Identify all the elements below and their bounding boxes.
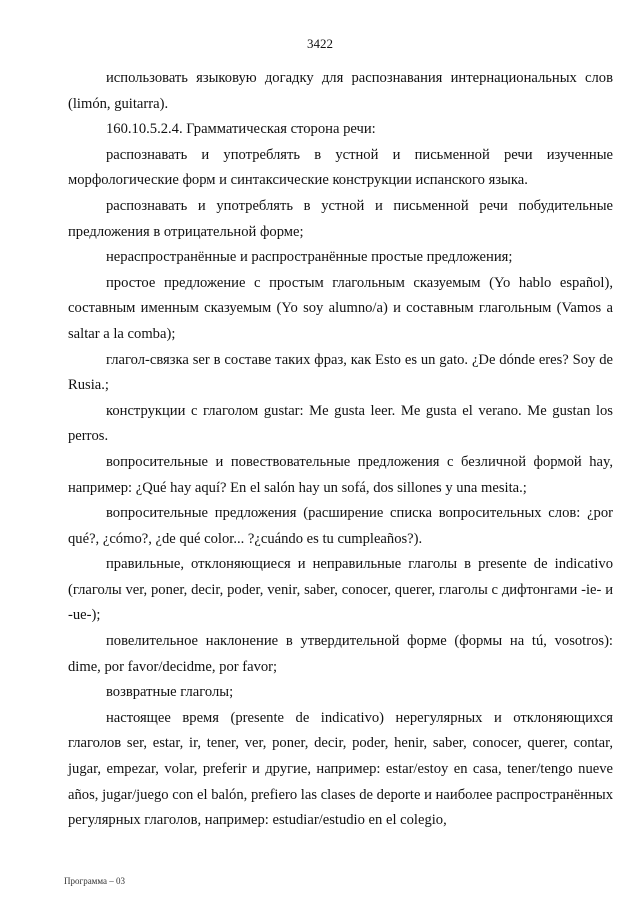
paragraph: распознавать и употреблять в устной и письменной речи изученные морфологические форм и синтаксические конструкции испанского языка. bbox=[68, 146, 613, 189]
paragraph: глагол-связка ser в составе таких фраз, как Esto es un gato. ¿De dónde eres? Soy de Rusia.; bbox=[68, 351, 613, 394]
paragraph: нераспространённые и распространённые простые предложения; bbox=[106, 249, 513, 266]
page-number: 3422 bbox=[307, 36, 333, 51]
paragraph: простое предложение с простым глагольным сказуемым (Yo hablo español), составным именным сказуемым (Yo soy alumno/a) и составным глагольным (Vamos a saltar a la comba); bbox=[68, 274, 613, 342]
document-body bbox=[68, 66, 613, 834]
paragraph: повелительное наклонение в утвердительной форме (формы на tú, vosotros): dime, por favor/decidme, por favor; bbox=[68, 633, 613, 675]
paragraph: вопросительные предложения (расширение списка вопросительных слов: ¿por qué?, ¿cómo?, ¿de qué color... ?¿cuándo es tu cumpleaños?). bbox=[68, 505, 613, 547]
paragraph: настоящее время (presente de indicativo) нерегулярных и отклоняющихся глаголов ser, estar, ir, tener, ver, poner, decir, poder, henir, saber, conocer, querer, contar, jugar, empezar, volar, preferir и другие, например: estar/estoy en casa, tener/tengo nueve años, jugar/juego con el balón, prefiero las clases de deporte и наиболее распространённых регулярных глаголов, например: estudiar/estudio en el colegio, bbox=[68, 709, 613, 829]
section-heading: 160.10.5.2.4. Грамматическая сторона речи: bbox=[106, 121, 376, 138]
paragraph: возвратные глаголы; bbox=[106, 684, 234, 701]
paragraph: правильные, отклоняющиеся и неправильные глаголы в presente de indicativo (глаголы ver, poner, decir, poder, venir, saber, conocer, querer, глаголы с дифтонгами -ie- и -ue-); bbox=[68, 556, 613, 624]
paragraph: использовать языковую догадку для распознавания интернациональных слов (limón, guitarra). bbox=[68, 70, 613, 112]
paragraph: конструкции с глаголом gustar: Me gusta leer. Me gusta el verano. Me gustan los perros. bbox=[68, 402, 613, 445]
paragraph: распознавать и употреблять в устной и письменной речи побудительные предложения в отрицательной форме; bbox=[68, 197, 613, 240]
footer-label: Программа – 03 bbox=[64, 876, 126, 886]
paragraph: вопросительные и повествовательные предложения с безличной формой hay, например: ¿Qué hay aquí? En el salón hay un sofá, dos sillones y una mesita.; bbox=[68, 453, 613, 496]
